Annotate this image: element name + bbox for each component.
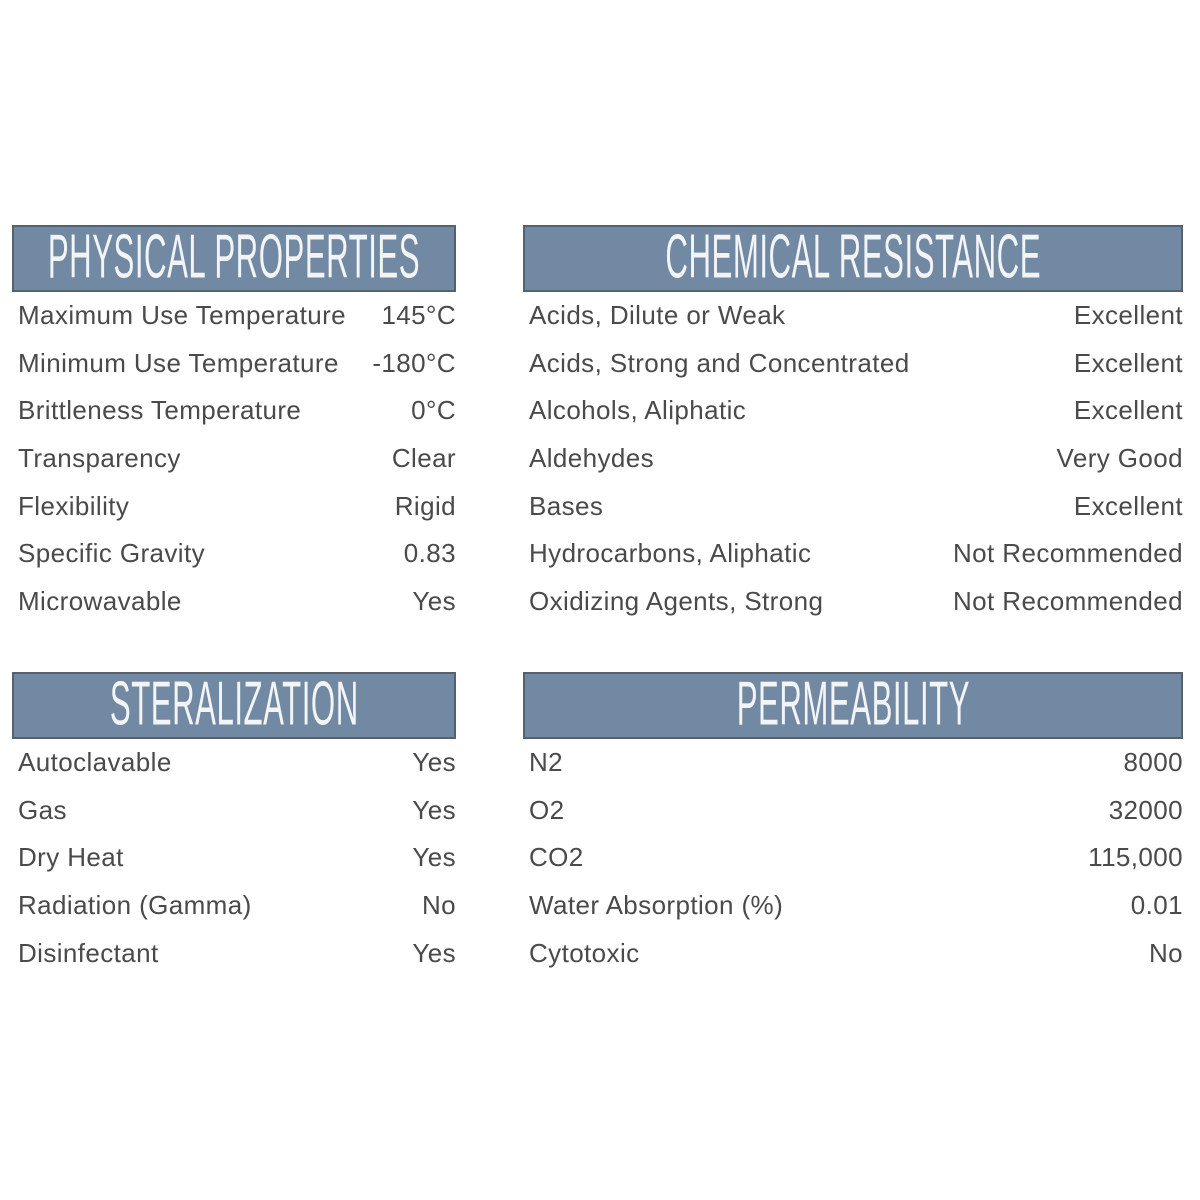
table-row [12, 578, 456, 626]
table-row [523, 435, 1183, 483]
section-header-physical-properties [12, 225, 456, 292]
section-physical-properties [12, 225, 456, 625]
section-chemical-resistance [523, 225, 1183, 625]
property-label: N2 [529, 747, 564, 778]
property-label: Transparency [18, 443, 181, 474]
physical-properties-rows [12, 292, 456, 625]
chemical-resistance-rows [523, 292, 1183, 625]
property-value: Clear [391, 443, 456, 474]
property-value: Excellent [1073, 300, 1183, 331]
property-value: 0.01 [1130, 890, 1183, 921]
property-label: Maximum Use Temperature [18, 300, 347, 331]
section-permeability [523, 672, 1183, 977]
property-label: Bases [529, 490, 604, 521]
property-value: Very Good [1056, 443, 1183, 474]
table-row [523, 739, 1183, 787]
property-value: No [1148, 937, 1183, 968]
property-label: Minimum Use Temperature [18, 347, 339, 378]
table-row [523, 929, 1183, 977]
steralization-rows [12, 739, 456, 977]
table-row [12, 482, 456, 530]
section-title-permeability: PERMEABILITY [736, 672, 970, 738]
property-value: Yes [412, 585, 456, 616]
property-value: Not Recommended [953, 538, 1183, 569]
table-row [523, 340, 1183, 388]
property-label: Flexibility [18, 490, 130, 521]
property-value: Rigid [394, 490, 456, 521]
section-header-steralization [12, 672, 456, 739]
property-label: Hydrocarbons, Aliphatic [529, 538, 812, 569]
property-value: Yes [412, 842, 456, 873]
property-value: No [421, 890, 456, 921]
property-value: Excellent [1073, 395, 1183, 426]
section-title-chemical-resistance: CHEMICAL RESISTANCE [665, 225, 1041, 291]
property-label: CO2 [529, 842, 584, 873]
property-value: Yes [412, 937, 456, 968]
section-title-steralization: STERALIZATION [109, 672, 359, 738]
property-value: Excellent [1073, 490, 1183, 521]
property-value: 145°C [381, 300, 456, 331]
property-label: Acids, Strong and Concentrated [529, 347, 910, 378]
table-row [12, 530, 456, 578]
table-row [523, 387, 1183, 435]
table-row [523, 482, 1183, 530]
property-label: Aldehydes [529, 443, 655, 474]
table-row [523, 530, 1183, 578]
property-value: -180°C [372, 347, 456, 378]
property-value: Excellent [1073, 347, 1183, 378]
table-row [12, 435, 456, 483]
table-row [12, 834, 456, 882]
property-label: Water Absorption (%) [529, 890, 784, 921]
section-header-chemical-resistance [523, 225, 1183, 292]
table-row [12, 882, 456, 930]
property-value: Not Recommended [953, 585, 1183, 616]
property-label: Acids, Dilute or Weak [529, 300, 786, 331]
table-row [523, 882, 1183, 930]
property-label: Cytotoxic [529, 937, 640, 968]
permeability-rows [523, 739, 1183, 977]
property-label: Microwavable [18, 585, 182, 616]
section-steralization [12, 672, 456, 977]
table-row [12, 292, 456, 340]
property-label: Radiation (Gamma) [18, 890, 252, 921]
property-value: Yes [412, 794, 456, 825]
property-value: 0°C [411, 395, 456, 426]
section-title-physical-properties: PHYSICAL PROPERTIES [47, 225, 421, 291]
property-label: O2 [529, 794, 565, 825]
property-value: 115,000 [1088, 842, 1183, 873]
table-row [12, 387, 456, 435]
property-label: Specific Gravity [18, 538, 206, 569]
table-row [12, 340, 456, 388]
table-row [12, 787, 456, 835]
section-header-permeability [523, 672, 1183, 739]
property-label: Gas [18, 794, 67, 825]
property-label: Brittleness Temperature [18, 395, 302, 426]
property-value: 32000 [1108, 794, 1183, 825]
property-value: Yes [412, 747, 456, 778]
property-label: Autoclavable [18, 747, 172, 778]
table-row [523, 578, 1183, 626]
property-label: Disinfectant [18, 937, 159, 968]
table-row [523, 787, 1183, 835]
table-row [12, 929, 456, 977]
table-row [12, 739, 456, 787]
property-value: 0.83 [403, 538, 456, 569]
table-row [523, 834, 1183, 882]
property-value: 8000 [1123, 747, 1183, 778]
property-label: Dry Heat [18, 842, 124, 873]
property-label: Alcohols, Aliphatic [529, 395, 747, 426]
table-row [523, 292, 1183, 340]
property-label: Oxidizing Agents, Strong [529, 585, 824, 616]
